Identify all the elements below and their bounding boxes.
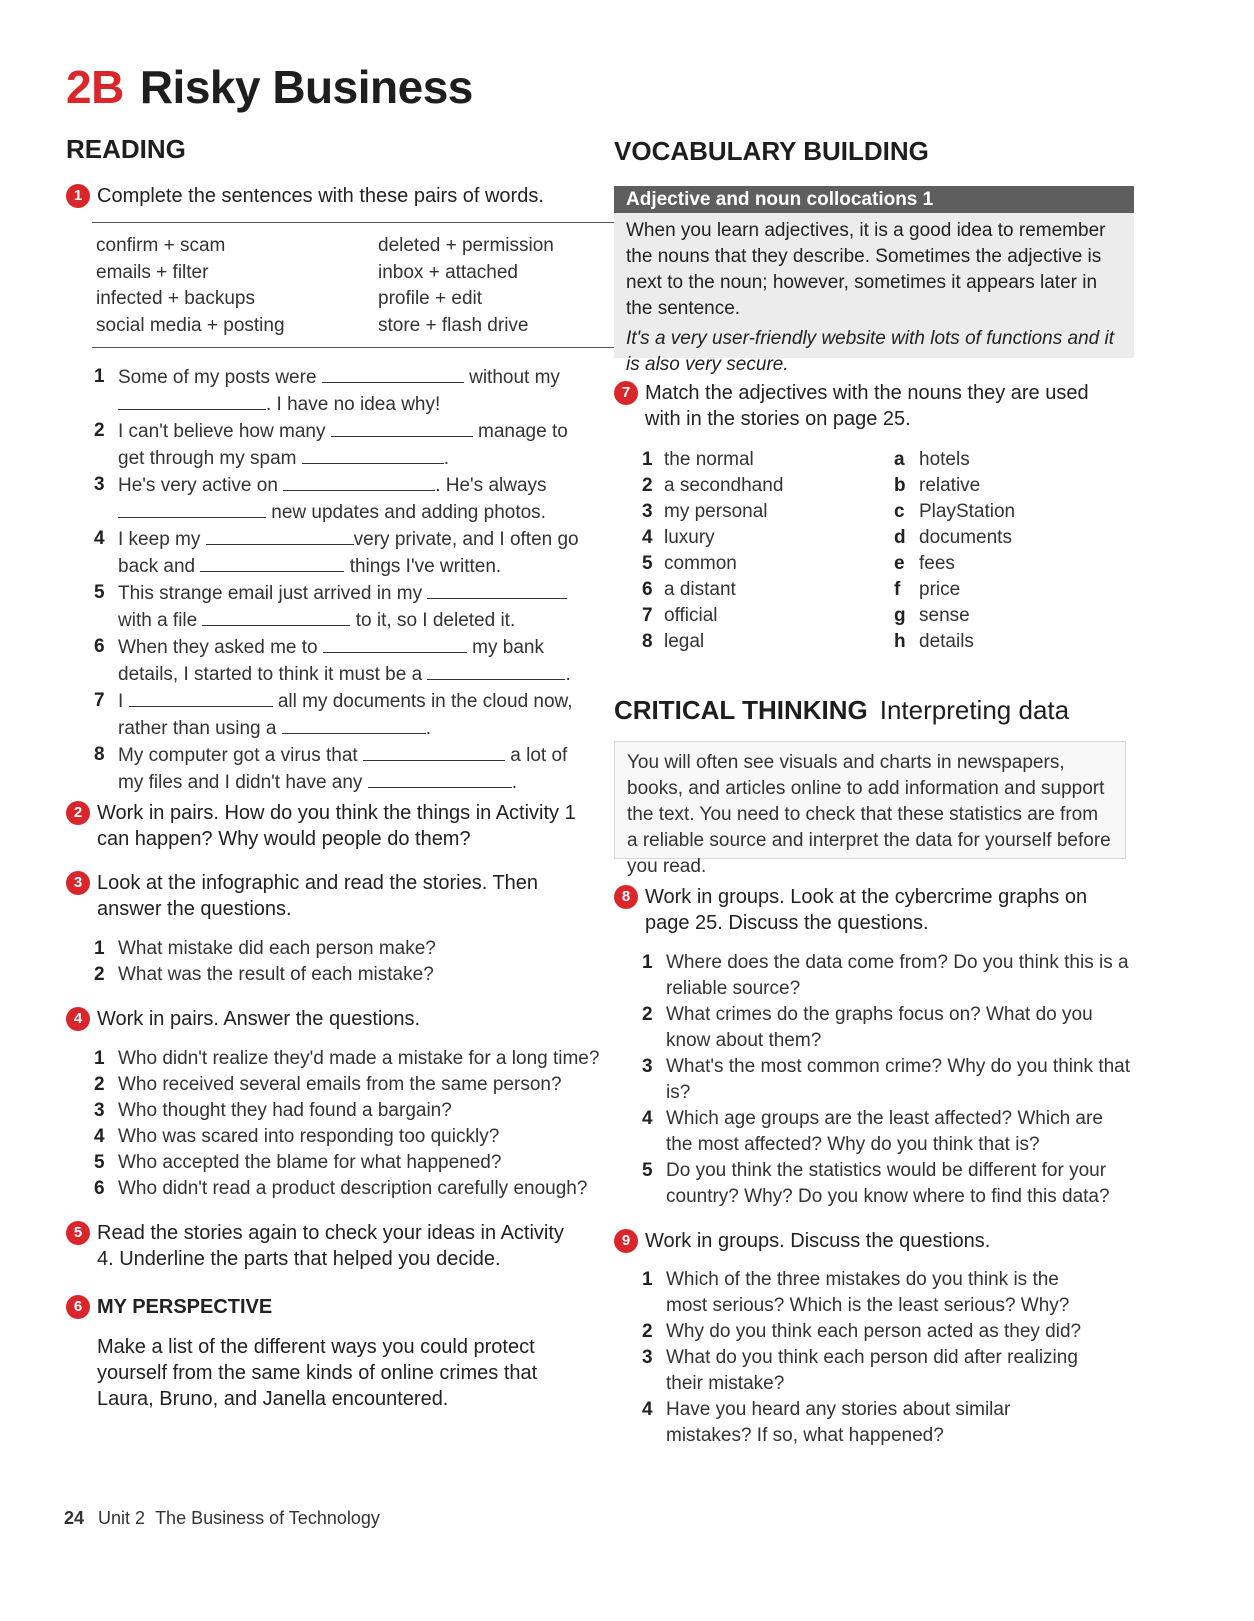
word-pairs-box bbox=[92, 222, 660, 348]
question-text: What was the result of each mistake? bbox=[118, 964, 434, 985]
answer-blank[interactable] bbox=[118, 499, 266, 518]
critical-thinking-heading bbox=[614, 695, 1069, 726]
item-number: 3 bbox=[94, 474, 105, 495]
matching-exercise bbox=[642, 447, 1015, 655]
question-item bbox=[642, 1054, 1132, 1106]
critical-thinking-title: CRITICAL THINKING bbox=[614, 695, 868, 725]
sentence-text: with a file bbox=[118, 610, 198, 631]
item-number: 2 bbox=[642, 1004, 653, 1025]
sentence-text: I can't believe how many bbox=[118, 421, 326, 442]
activity-number: 3 bbox=[66, 871, 90, 895]
question-text: What's the most common crime? Why do you think that is? bbox=[666, 1056, 1131, 1103]
adjective-text: a distant bbox=[664, 579, 736, 600]
answer-blank[interactable] bbox=[427, 661, 565, 680]
activity-instruction: Work in groups. Look at the cybercrime graphs on page 25. Discuss the questions. bbox=[645, 886, 1088, 934]
sentence-text: get through my spam bbox=[118, 448, 297, 469]
sentence-8 bbox=[94, 742, 614, 796]
adjective-item[interactable] bbox=[642, 629, 894, 655]
item-number: 4 bbox=[94, 1126, 105, 1147]
item-number: 2 bbox=[94, 420, 105, 441]
adjective-text: luxury bbox=[664, 527, 715, 548]
activity-6-text bbox=[66, 1334, 586, 1412]
activity-4 bbox=[66, 1006, 586, 1032]
question-text: Who didn't read a product description carefully enough? bbox=[118, 1178, 588, 1199]
sentence-text: . bbox=[511, 772, 517, 793]
noun-item[interactable] bbox=[894, 629, 974, 655]
noun-text: PlayStation bbox=[919, 501, 1016, 522]
sentence-text: things I've written. bbox=[349, 556, 502, 577]
item-number: 4 bbox=[642, 1399, 653, 1420]
sentence-1 bbox=[94, 364, 614, 418]
adjective-item[interactable] bbox=[642, 603, 894, 629]
sentence-text: I keep my bbox=[118, 529, 201, 550]
item-number: 7 bbox=[94, 690, 105, 711]
answer-blank[interactable] bbox=[200, 553, 344, 572]
word-pair: emails + filter bbox=[96, 261, 209, 283]
activity-number: 4 bbox=[66, 1007, 90, 1031]
sentence-5 bbox=[94, 580, 614, 634]
question-text: Have you heard any stories about similar mistakes? If so, what happened? bbox=[666, 1399, 1011, 1446]
activity-1-sentences bbox=[94, 364, 614, 796]
item-number: 4 bbox=[642, 1108, 653, 1129]
item-number: 5 bbox=[642, 553, 653, 574]
item-number: 5 bbox=[642, 1160, 653, 1181]
sentence-text: my bank bbox=[472, 637, 544, 658]
item-number: 1 bbox=[94, 366, 105, 387]
item-number: 2 bbox=[94, 1074, 105, 1095]
word-pair: social media + posting bbox=[96, 314, 285, 336]
item-number: 4 bbox=[642, 527, 653, 548]
sentence-text: Some of my posts were bbox=[118, 367, 317, 388]
noun-text: sense bbox=[919, 605, 970, 626]
item-letter: h bbox=[894, 631, 906, 652]
question-item bbox=[94, 1098, 614, 1124]
item-letter: d bbox=[894, 527, 906, 548]
sentence-6 bbox=[94, 634, 614, 688]
critical-thinking-info-box bbox=[614, 741, 1126, 877]
sentence-text: back and bbox=[118, 556, 196, 577]
activity-instruction: Work in pairs. How do you think the things in Activity 1 can happen? Why would people do them? bbox=[97, 802, 576, 850]
item-letter: f bbox=[894, 579, 901, 600]
reading-heading: READING bbox=[66, 134, 186, 164]
item-number: 6 bbox=[94, 1178, 105, 1199]
question-item bbox=[94, 962, 614, 988]
unit-label: Unit 2 bbox=[98, 1508, 146, 1528]
activity-number: 6 bbox=[66, 1295, 90, 1319]
activity-9 bbox=[614, 1228, 1094, 1254]
item-number: 4 bbox=[94, 528, 105, 549]
sentence-text: details, I started to think it must be a bbox=[118, 664, 423, 685]
question-text: What do you think each person did after realizing their mistake? bbox=[666, 1347, 1078, 1394]
question-item bbox=[642, 1267, 1082, 1319]
question-text: Who received several emails from the same person? bbox=[118, 1074, 562, 1095]
noun-text: fees bbox=[919, 553, 955, 574]
activity-number: 9 bbox=[614, 1229, 638, 1253]
noun-text: hotels bbox=[919, 449, 970, 470]
word-pair: deleted + permission bbox=[378, 235, 554, 256]
sentence-text: without my bbox=[469, 367, 560, 388]
vocabulary-box-text: When you learn adjectives, it is a good idea to remember the nouns that they describe. Sometimes the adjective is next to the noun; however, sometimes it appears later in the sentence. bbox=[626, 220, 1106, 319]
adjective-item[interactable] bbox=[642, 473, 894, 499]
word-pair: profile + edit bbox=[378, 288, 483, 309]
answer-blank[interactable] bbox=[368, 769, 512, 788]
noun-text: price bbox=[919, 579, 961, 600]
sentence-text: new updates and adding photos. bbox=[271, 502, 546, 523]
noun-text: documents bbox=[919, 527, 1012, 548]
noun-text: relative bbox=[919, 475, 981, 496]
adjective-text: common bbox=[664, 553, 737, 574]
sentence-text: my files and I didn't have any bbox=[118, 772, 363, 793]
sentence-text: . bbox=[565, 664, 571, 685]
sentence-4 bbox=[94, 526, 614, 580]
question-item bbox=[642, 1002, 1132, 1054]
activity-3 bbox=[66, 870, 546, 922]
activity-number: 1 bbox=[66, 184, 90, 208]
activity-9-questions bbox=[642, 1267, 1082, 1449]
question-item bbox=[642, 1319, 1082, 1345]
noun-item[interactable] bbox=[894, 447, 970, 473]
item-letter: e bbox=[894, 553, 905, 574]
item-number: 5 bbox=[94, 1152, 105, 1173]
question-item bbox=[94, 1046, 614, 1072]
activity-heading: MY PERSPECTIVE bbox=[97, 1296, 273, 1318]
item-letter: g bbox=[894, 605, 906, 626]
adjective-item[interactable] bbox=[642, 577, 894, 603]
question-item bbox=[94, 1072, 614, 1098]
noun-item[interactable] bbox=[894, 577, 960, 603]
activity-instruction: Read the stories again to check your ideas in Activity 4. Underline the parts that helped you decide. bbox=[97, 1222, 564, 1270]
sentence-2 bbox=[94, 418, 614, 472]
item-number: 2 bbox=[642, 1321, 653, 1342]
answer-blank[interactable] bbox=[282, 715, 426, 734]
sentence-text: very private, and I often go bbox=[353, 529, 579, 550]
unit-title: The Business of Technology bbox=[155, 1508, 380, 1528]
activity-8 bbox=[614, 884, 1094, 936]
item-number: 1 bbox=[94, 1048, 105, 1069]
adjective-item[interactable] bbox=[642, 525, 894, 551]
activity-number: 7 bbox=[614, 381, 638, 405]
question-text: Which of the three mistakes do you think is the most serious? Which is the least serious? Why? bbox=[666, 1269, 1070, 1316]
word-pair: infected + backups bbox=[96, 288, 255, 309]
question-item bbox=[94, 1176, 614, 1202]
activity-6 bbox=[66, 1294, 586, 1320]
question-item bbox=[642, 1106, 1132, 1158]
adjective-text: my personal bbox=[664, 501, 768, 522]
sentence-text: . I have no idea why! bbox=[266, 394, 441, 415]
activity-7 bbox=[614, 380, 1094, 432]
item-number: 2 bbox=[642, 475, 653, 496]
critical-thinking-box-text: You will often see visuals and charts in newspapers, books, and articles online to add information and support the text. You need to check that these statistics are from a reliable source and interpret the data for yourself before you read. bbox=[627, 752, 1111, 877]
noun-item[interactable] bbox=[894, 525, 1012, 551]
answer-blank[interactable] bbox=[322, 364, 464, 383]
item-number: 6 bbox=[94, 636, 105, 657]
lesson-code: 2B bbox=[66, 61, 124, 113]
answer-blank[interactable] bbox=[363, 742, 505, 761]
sentence-text: My computer got a virus that bbox=[118, 745, 358, 766]
adjective-item[interactable] bbox=[642, 447, 894, 473]
sentence-text: manage to bbox=[478, 421, 568, 442]
word-pair: confirm + scam bbox=[96, 235, 226, 256]
sentence-text: This strange email just arrived in my bbox=[118, 583, 423, 604]
question-text: Who thought they had found a bargain? bbox=[118, 1100, 452, 1121]
question-item bbox=[94, 1150, 614, 1176]
activity-number: 8 bbox=[614, 885, 638, 909]
question-text: Who accepted the blame for what happened? bbox=[118, 1152, 502, 1173]
adjective-text: official bbox=[664, 605, 718, 626]
vocabulary-box-body bbox=[614, 213, 1134, 383]
item-number: 3 bbox=[642, 1347, 653, 1368]
word-pair: inbox + attached bbox=[378, 261, 518, 283]
answer-blank[interactable] bbox=[331, 418, 473, 437]
adjective-item[interactable] bbox=[642, 551, 894, 577]
question-item bbox=[94, 936, 614, 962]
question-text: Who didn't realize they'd made a mistake for a long time? bbox=[118, 1048, 600, 1069]
sentence-text: a lot of bbox=[510, 745, 568, 766]
activity-instruction: Work in groups. Discuss the questions. bbox=[645, 1230, 991, 1252]
question-text: What mistake did each person make? bbox=[118, 938, 436, 959]
critical-thinking-subtitle: Interpreting data bbox=[879, 695, 1070, 725]
answer-blank[interactable] bbox=[129, 688, 273, 707]
question-text: Who was scared into responding too quickly? bbox=[118, 1126, 500, 1147]
sentence-text: . bbox=[425, 718, 432, 739]
vocabulary-heading: VOCABULARY BUILDING bbox=[614, 136, 929, 166]
question-item bbox=[642, 1345, 1082, 1397]
activity-3-questions bbox=[94, 936, 614, 988]
sentence-text: rather than using a bbox=[118, 718, 277, 739]
answer-blank[interactable] bbox=[118, 391, 266, 410]
sentence-text: When they asked me to bbox=[118, 637, 318, 658]
answer-blank[interactable] bbox=[202, 607, 350, 626]
item-letter: a bbox=[894, 449, 905, 470]
vocabulary-info-box bbox=[614, 186, 1134, 375]
item-number: 7 bbox=[642, 605, 653, 626]
activity-5 bbox=[66, 1220, 586, 1272]
sentence-3 bbox=[94, 472, 614, 526]
question-item bbox=[94, 1124, 614, 1150]
sentence-text: He's very active on bbox=[118, 475, 278, 496]
noun-item[interactable] bbox=[894, 473, 980, 499]
answer-blank[interactable] bbox=[302, 445, 444, 464]
item-number: 8 bbox=[94, 744, 105, 765]
page-title bbox=[66, 60, 473, 114]
answer-blank[interactable] bbox=[283, 472, 435, 491]
lesson-title: Risky Business bbox=[139, 61, 473, 113]
item-number: 8 bbox=[642, 631, 653, 652]
item-number: 1 bbox=[642, 952, 653, 973]
sentence-7 bbox=[94, 688, 614, 742]
adjective-text: legal bbox=[664, 631, 705, 652]
item-number: 2 bbox=[94, 964, 105, 985]
question-text: Do you think the statistics would be different for your country? Why? Do you know where to find this data? bbox=[666, 1160, 1110, 1207]
question-text: Which age groups are the least affected? Which are the most affected? Why do you think that is? bbox=[666, 1108, 1103, 1155]
item-number: 1 bbox=[642, 1269, 653, 1290]
question-text: What crimes do the graphs focus on? What do you know about them? bbox=[666, 1004, 1093, 1051]
activity-instruction: Match the adjectives with the nouns they are used with in the stories on page 25. bbox=[645, 382, 1089, 430]
question-text: Why do you think each person acted as they did? bbox=[666, 1321, 1082, 1342]
word-pair: store + flash drive bbox=[378, 314, 529, 336]
item-number: 6 bbox=[642, 579, 653, 600]
noun-item[interactable] bbox=[894, 551, 955, 577]
vocabulary-box-title: Adjective and noun collocations 1 bbox=[614, 186, 1134, 213]
sentence-text: I bbox=[118, 691, 124, 712]
answer-blank[interactable] bbox=[323, 634, 467, 653]
activity-instruction: Make a list of the different ways you could protect yourself from the same kinds of online crimes that Laura, Bruno, and Janella encountered. bbox=[97, 1336, 538, 1410]
adjective-text: a secondhand bbox=[664, 475, 784, 496]
item-number: 3 bbox=[642, 1056, 653, 1077]
item-number: 5 bbox=[94, 582, 105, 603]
activity-number: 2 bbox=[66, 801, 90, 825]
activity-instruction: Work in pairs. Answer the questions. bbox=[97, 1008, 421, 1030]
activity-2 bbox=[66, 800, 586, 852]
noun-text: details bbox=[919, 631, 974, 652]
sentence-text: to it, so I deleted it. bbox=[355, 610, 516, 631]
item-letter: b bbox=[894, 475, 906, 496]
item-number: 3 bbox=[94, 1100, 105, 1121]
answer-blank[interactable] bbox=[427, 580, 567, 599]
activity-1 bbox=[66, 183, 600, 209]
sentence-text: all my documents in the cloud now, bbox=[277, 691, 573, 712]
item-number: 1 bbox=[94, 938, 105, 959]
sentence-text: . bbox=[443, 448, 450, 469]
activity-4-questions bbox=[94, 1046, 614, 1202]
activity-8-questions bbox=[642, 950, 1132, 1210]
item-number: 1 bbox=[642, 449, 653, 470]
activity-number: 5 bbox=[66, 1221, 90, 1245]
question-item bbox=[642, 950, 1132, 1002]
adjective-text: the normal bbox=[664, 449, 754, 470]
activity-instruction: Look at the infographic and read the stories. Then answer the questions. bbox=[97, 872, 539, 920]
page-number: 24 bbox=[64, 1508, 85, 1528]
item-letter: c bbox=[894, 501, 905, 522]
noun-item[interactable] bbox=[894, 603, 970, 629]
question-item bbox=[642, 1397, 1082, 1449]
activity-instruction: Complete the sentences with these pairs of words. bbox=[97, 185, 544, 207]
page-footer bbox=[64, 1508, 380, 1529]
question-text: Where does the data come from? Do you think this is a reliable source? bbox=[666, 952, 1129, 999]
vocabulary-box-example: It's a very user-friendly website with lots of functions and it is also very secure. bbox=[626, 328, 1114, 375]
adjective-item[interactable] bbox=[642, 499, 894, 525]
noun-item[interactable] bbox=[894, 499, 1015, 525]
item-number: 3 bbox=[642, 501, 653, 522]
question-item bbox=[642, 1158, 1132, 1210]
sentence-text: . He's always bbox=[435, 475, 547, 496]
answer-blank[interactable] bbox=[206, 526, 354, 545]
